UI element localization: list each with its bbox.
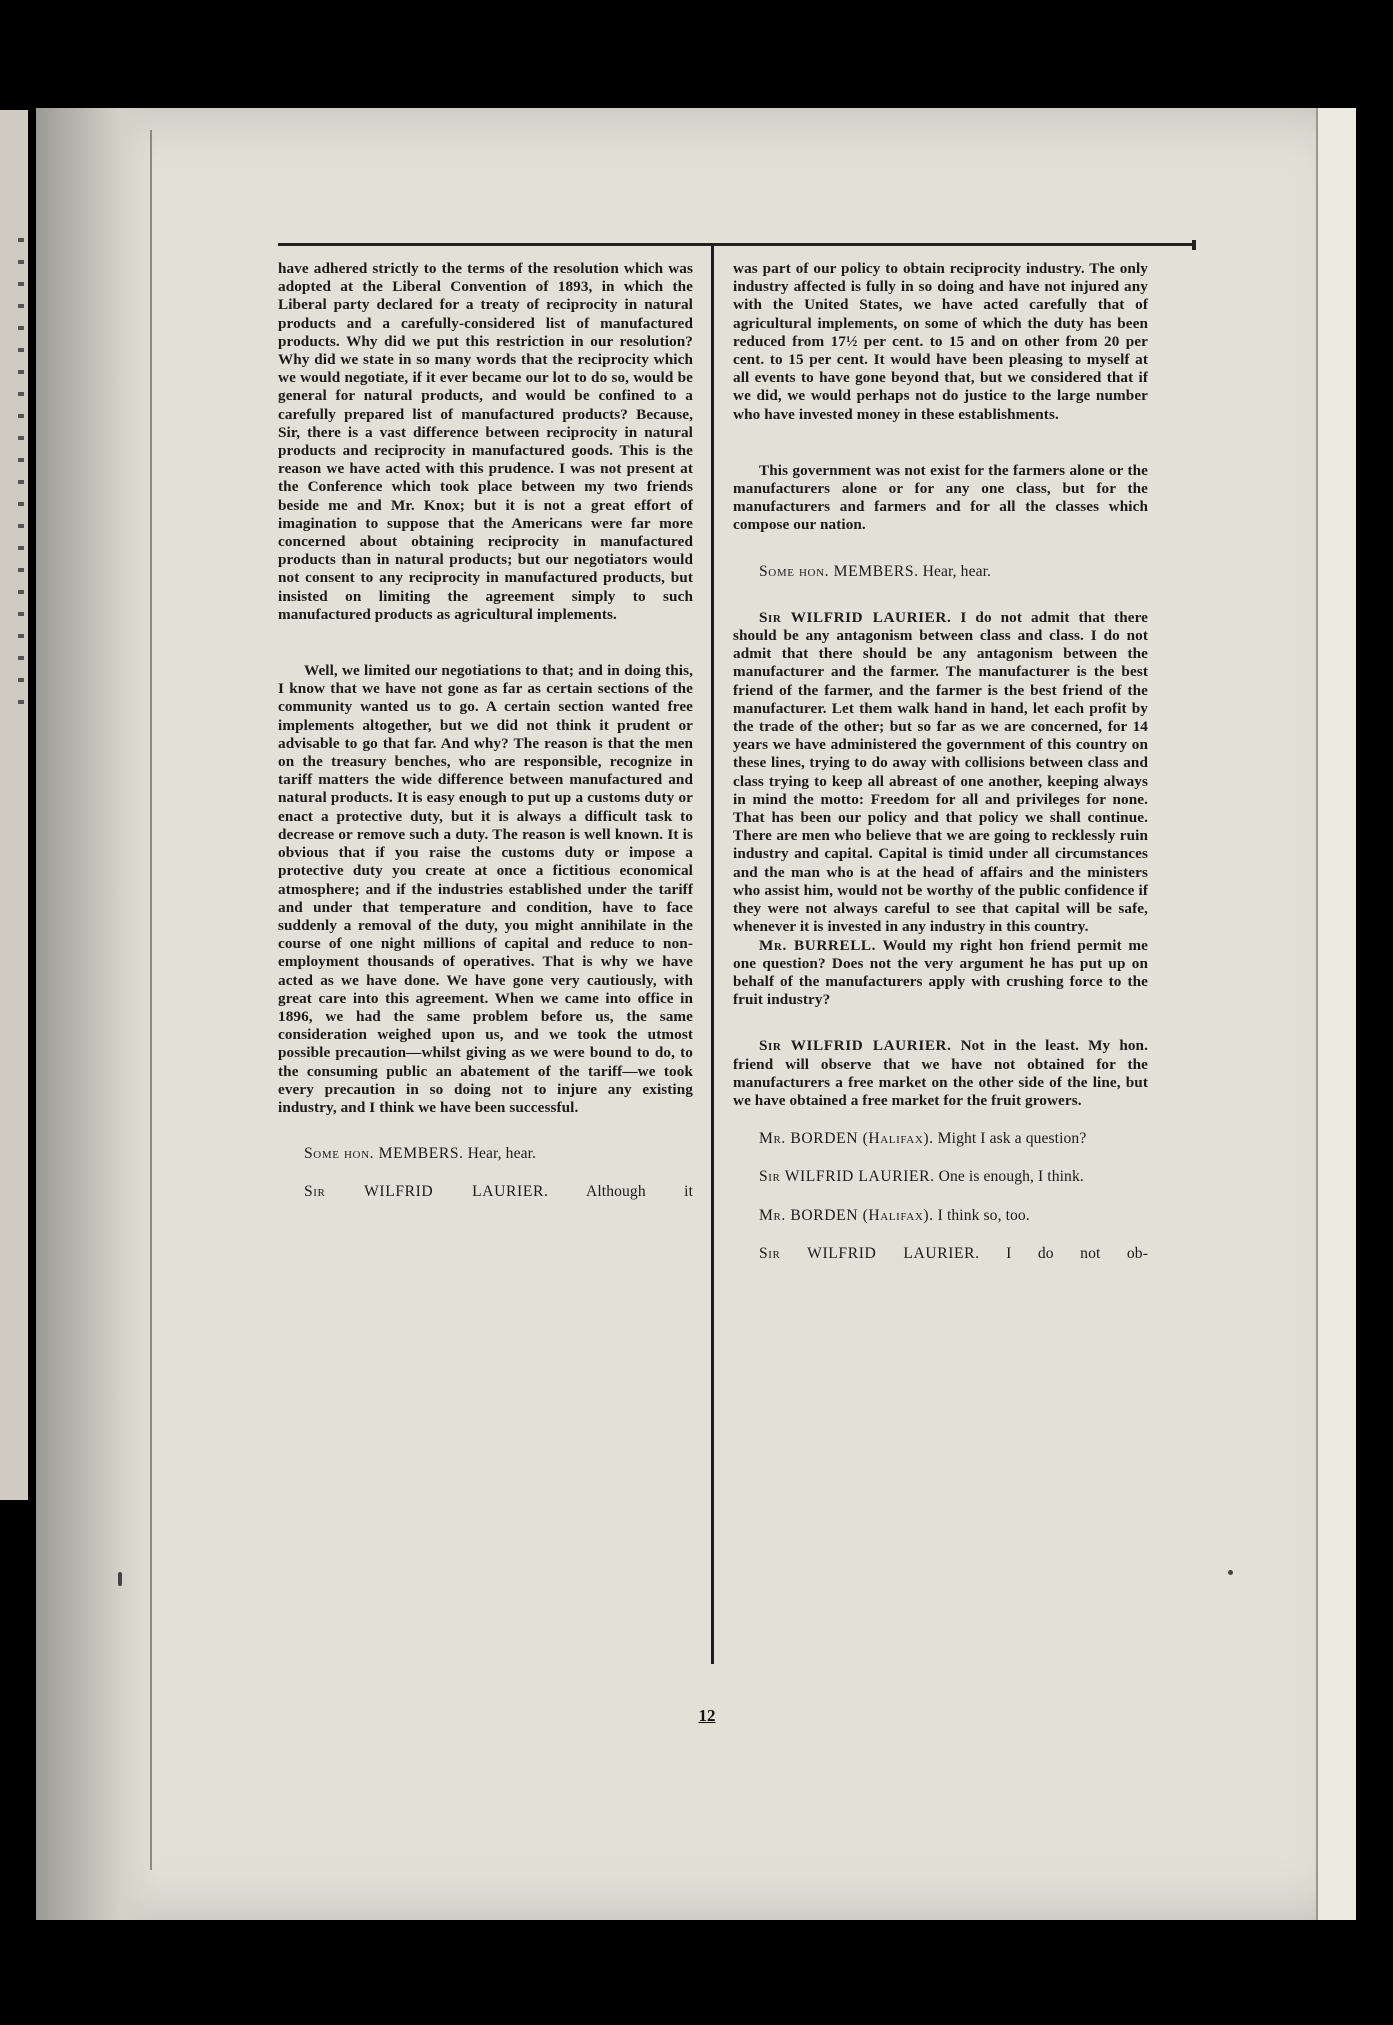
edge-mark (18, 568, 24, 572)
edge-mark (18, 348, 24, 352)
speech-text: Not in the least. My hon. friend will observe that we have not obtained for the manufacturers a free market on the other side of the line, but we have obtained a free market for the fruit growers. (733, 1037, 1149, 1109)
paragraph: have adhered strictly to the terms of the resolution which was adopted at the Liberal Convention of 1893, in which the Liberal party declared for a treaty of reciprocity in natural products and a carefully-considered list of manufactured products. Why did we put this restriction in our resolution? Why did we state in so many words that the reciprocity which we would negotiate, if it ever became our lot to do so, would be general for natural products, and would be confined to a carefully prepared list of manufactured products? Because, Sir, there is a vast difference between reciprocity in natural products and reciprocity in manufactured goods. This is the reason we have acted with this prudence. I was not present at the Conference which took place between my two friends beside me and Mr. Knox; but it is not a great effort of imagination to suppose that the Americans were far more concerned about obtaining reciprocity in manufactured products than in natural products; but our negotiators would not consent to any reciprocity in manufactured products, but insisted on limiting the agreement simply to such manufactured products as agricultural implements. (278, 260, 693, 623)
paragraph-gap (733, 424, 1148, 462)
paragraph-gap (733, 535, 1148, 563)
speech-text: I do not ob- (1006, 1244, 1148, 1262)
page-right-margin (1316, 108, 1356, 1920)
speech-line (278, 1145, 693, 1163)
paragraph-gap (733, 1225, 1148, 1245)
speech-line (733, 1130, 1148, 1148)
speaker-name: Sir WILFRID LAURIER. (304, 1183, 549, 1201)
document-page (36, 108, 1354, 1920)
edge-mark (18, 458, 24, 462)
speaker-name: Mr. BORDEN (Halifax). (759, 1130, 934, 1148)
paragraph-gap (733, 1110, 1148, 1130)
edge-mark (18, 634, 24, 638)
paragraph: This government was not exist for the farmers alone or the manufacturers alone or for any one class, but for the manufacturers and farmers and for all the classes which compose our nation. (733, 461, 1148, 534)
edge-mark (18, 546, 24, 550)
paragraph-gap (733, 1148, 1148, 1168)
edge-mark (18, 282, 24, 286)
paragraph-gap (278, 624, 693, 662)
speech-text: Hear, hear. (922, 562, 992, 580)
speech-line (733, 1168, 1148, 1186)
speech-text: Hear, hear. (467, 1145, 537, 1163)
adjacent-page-edge (0, 110, 28, 1500)
speech-paragraph (733, 609, 1148, 937)
speaker-name: Some hon. MEMBERS. (759, 562, 919, 580)
speech-line (733, 1245, 1148, 1263)
edge-mark (18, 304, 24, 308)
edge-mark (18, 524, 24, 528)
edge-mark (18, 590, 24, 594)
speaker-name: Mr. BORDEN (Halifax). (759, 1206, 934, 1224)
paragraph-gap (278, 1117, 693, 1145)
edge-mark (18, 326, 24, 330)
scan-speck (118, 1572, 122, 1586)
speech-text: I do not admit that there should be any antagonism between class and class. I do not admit that there should be any antagonism between the manufacturer and the farmer. The manufacturer is the best friend of the farmer, and the farmer is the best friend of the manufacturer. Let them walk hand in hand, let each profit by the trade of the other; but so far as we are concerned, for 14 years we have administered the government of this country on these lines, trying to do away with collisions between class and class trying to keep all abreast of one another, keeping always in mind the motto: Freedom for all and privileges for none. That has been our policy and that policy we shall continue. There are men who believe that we are going to recklessly ruin industry and capital. Capital is timid under all circumstances and the man who is at the head of affairs and the ministers who assist him, would not be worthy of the public confidence if they were not always careful to see that capital will be safe, whenever it is invested in any industry in this country. (733, 608, 1148, 936)
edge-mark (18, 612, 24, 616)
column-divider (711, 244, 714, 1664)
speech-line (733, 563, 1148, 581)
edge-mark (18, 656, 24, 660)
speech-text: Would my right hon friend permit me one question? Does not the very argument he has put up on behalf of the manufacturers apply with crushing force to the fruit industry? (733, 936, 1149, 1009)
scan-speck (1228, 1570, 1233, 1575)
header-rule (278, 243, 1194, 246)
speech-paragraph (733, 937, 1148, 1010)
page-fold-line (150, 130, 152, 1870)
edge-mark (18, 480, 24, 484)
speaker-name: Some hon. MEMBERS. (304, 1145, 464, 1163)
paragraph-gap (733, 581, 1148, 609)
speaker-name: Sir WILFRID LAURIER. (759, 1168, 935, 1186)
paragraph-gap (733, 1187, 1148, 1207)
edge-mark (18, 502, 24, 506)
speech-line (278, 1183, 693, 1201)
header-rule-end-mark (1192, 240, 1196, 250)
paragraph: Well, we limited our negotiations to that; and in doing this, I know that we have not gone as far as certain sections of the community wanted us to go. A certain section wanted free implements altogether, but we did not think it prudent or advisable to go that far. And why? The reason is that the men on the treasury benches, who are responsible, recognize in tariff matters the wide difference between manufactured and natural products. It is easy enough to put up a customs duty or enact a protective duty, but it is always a difficult task to decrease or remove such a duty. The reason is well known. It is obvious that if you raise the customs duty or impose a protective duty you create at once a fictitious economical atmosphere; and if the industries established under the tariff and under that temperature and condition, have to face suddenly a removal of the duty, you might annihilate in the course of one night millions of capital and reduce to non-employment thousands of operatives. That is why we have acted as we have done. We have gone very cautiously, with great care into this agreement. When we came into office in 1896, we had the same problem before us, the same consideration weighed upon us, and we took the utmost possible precaution—whilst giving as we were bound to do, to the consuming public an abatement of the tariff—we took every precaution in so doing not to injure any existing industry, and I think we have been successful. (278, 662, 693, 1116)
speech-line (733, 1207, 1148, 1225)
paragraph: was part of our policy to obtain reciprocity industry. The only industry affected is fully in so doing and have not injured any with the United States, we have acted carefully that of agricultural implements, on some of which the duty has been reduced from 17½ per cent. to 15 and on other from 20 per cent. to 15 per cent. It would have been pleasing to myself at all events to have gone beyond that, but we considered that if we did, we would perhaps not do justice to the large number who have invested money in these establishments. (733, 260, 1148, 423)
binding-shadow (36, 108, 156, 1920)
edge-mark (18, 238, 24, 242)
edge-mark (18, 700, 24, 704)
speech-text: Might I ask a question? (937, 1130, 1087, 1148)
speech-text: One is enough, I think. (938, 1168, 1084, 1186)
page-number: 12 (698, 1706, 716, 1725)
speech-text: I think so, too. (937, 1206, 1030, 1224)
paragraph-gap (278, 1163, 693, 1183)
speech-paragraph (733, 1037, 1148, 1110)
left-text-column (278, 260, 693, 1202)
speaker-name: Sir WILFRID LAURIER. (759, 608, 952, 626)
edge-mark (18, 436, 24, 440)
right-text-column (733, 260, 1148, 1263)
edge-mark (18, 414, 24, 418)
paragraph-gap (733, 1009, 1148, 1037)
edge-mark (18, 260, 24, 264)
speaker-name: Sir WILFRID LAURIER. (759, 1244, 980, 1262)
speech-text: Although it (586, 1183, 694, 1201)
edge-mark (18, 678, 24, 682)
edge-mark (18, 370, 24, 374)
edge-mark (18, 392, 24, 396)
speaker-name: Sir WILFRID LAURIER. (759, 1037, 952, 1055)
speaker-name: Mr. BURRELL. (759, 936, 877, 954)
